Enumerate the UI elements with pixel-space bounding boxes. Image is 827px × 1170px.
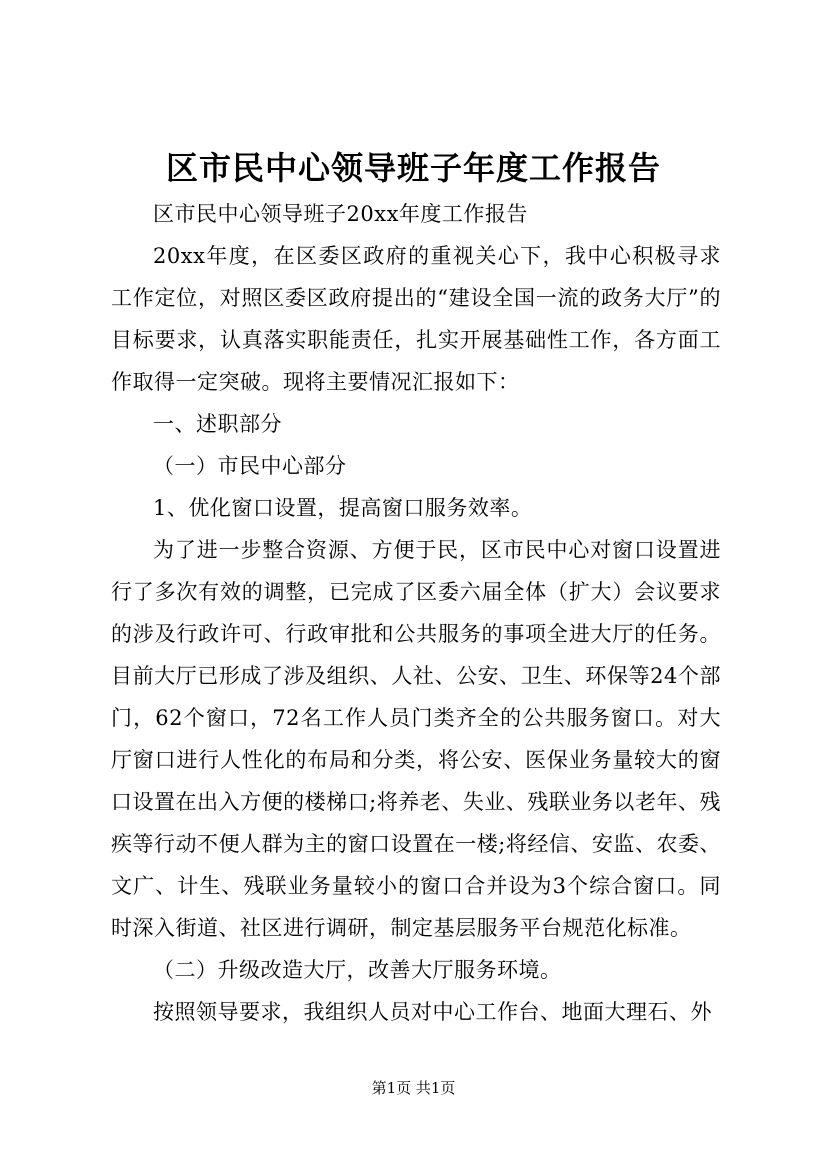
paragraph-subtitle: 区市民中心领导班子20xx年度工作报告 bbox=[153, 202, 528, 226]
paragraph-upgrade: 按照领导要求，我组织人员对中心工作台、地面大理石、外 bbox=[153, 1000, 712, 1024]
document-body bbox=[111, 193, 721, 1033]
page-footer: 第1页 共1页 bbox=[371, 1079, 456, 1097]
paragraph-intro: 20xx年度，在区委区政府的重视关心下，我中心积极寻求工作定位，对照区委区政府提出的“建设全国一流的政务大厅”的目标要求，认真落实职能责任，扎实开展基础性工作，各方面工作取得一定突破。现将主要情况汇报如下： bbox=[111, 244, 721, 394]
item-heading: 1、优化窗口设置，提高窗口服务效率。 bbox=[153, 496, 533, 520]
section-heading: 一、述职部分 bbox=[153, 412, 282, 436]
document-title: 区市民中心领导班子年度工作报告 bbox=[165, 149, 661, 187]
subsection-heading-2: （二）升级改造大厅，改善大厅服务环境。 bbox=[153, 958, 562, 982]
paragraph-window-setup: 为了进一步整合资源、方便于民，区市民中心对窗口设置进行了多次有效的调整，已完成了区委六届全体（扩大）会议要求的涉及行政许可、行政审批和公共服务的事项全进大厅的任务。目前大厅已形成了涉及组织、人社、公安、卫生、环保等24个部门，62个窗口，72名工作人员门类齐全的公共服务窗口。对大厅窗口进行人性化的布局和分类，将公安、医保业务量较大的窗口设置在出入方便的楼梯口;将养老、失业、残联业务以老年、残疾等行动不便人群为主的窗口设置在一楼;将经信、安监、农委、文广、计生、残联业务量较小的窗口合并设为3个综合窗口。同时深入街道、社区进行调研，制定基层服务平台规范化标准。 bbox=[111, 538, 721, 940]
subsection-heading: （一）市民中心部分 bbox=[153, 454, 347, 478]
